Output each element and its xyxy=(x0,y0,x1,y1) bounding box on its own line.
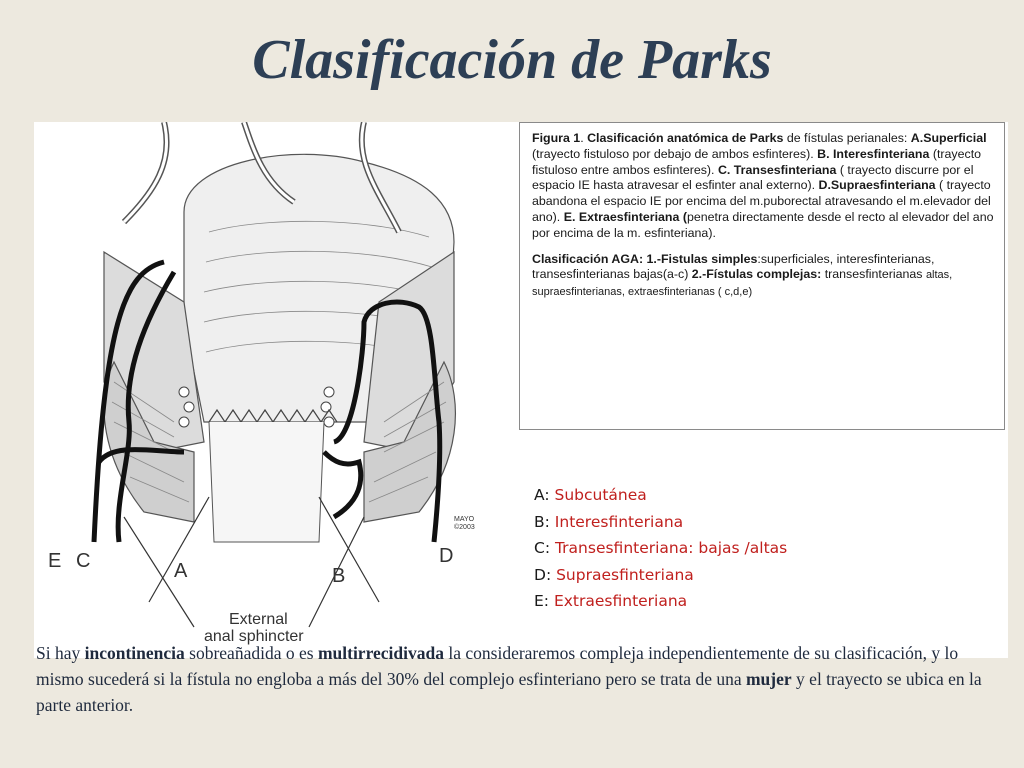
legend-sep: : xyxy=(544,486,555,504)
slide-body-text xyxy=(36,640,996,718)
label-d: D xyxy=(439,545,454,567)
caption-text: penetra directamente desde el recto al elevador del ano por encima de la m. esfinteriana). xyxy=(532,209,994,240)
body-emphasis: multirrecidivada xyxy=(317,643,444,663)
legend-key: A xyxy=(534,486,545,504)
slide-title: Clasificación de Parks xyxy=(252,29,772,91)
caption-type-a: A.Superficial xyxy=(910,131,987,145)
legend-key: E xyxy=(534,592,544,610)
figure-panel xyxy=(34,122,1008,658)
caption-text: transesfinterianas xyxy=(821,267,926,282)
caption-text: ( trayecto abandona el espacio IE por encima del m.puborectal atravesando el m.elevador del ano). xyxy=(532,178,991,224)
caption-text: :superficiales, interesfinterianas, transesfinterianas bajas(a-c) xyxy=(532,251,935,282)
legend-item xyxy=(534,562,787,589)
caption-paragraph-1 xyxy=(532,131,996,242)
label-a: A xyxy=(174,560,188,582)
caption-text-small: altas, supraesfinterianas, extraesfinterianas ( c,d,e) xyxy=(532,269,953,299)
body-text: sobreañadida o es xyxy=(184,643,318,663)
caption-paragraph-2 xyxy=(532,252,996,301)
caption-fig-label: Figura 1 xyxy=(532,131,581,145)
caption-heading: Clasificación anatómica de Parks xyxy=(587,131,784,145)
caption-aga-heading: Clasificación AGA: 1.-Fistulas simples xyxy=(532,251,758,266)
legend-value: Interesfinteriana xyxy=(554,512,684,531)
body-emphasis: mujer xyxy=(745,669,792,689)
anal-fistula-diagram xyxy=(34,122,524,658)
caption-text: . xyxy=(580,131,588,145)
mayo-mark-line1: MAYO xyxy=(454,516,475,523)
legend-sep: : xyxy=(544,512,555,531)
label-anal-sphincter: anal sphincter xyxy=(204,628,304,645)
legend-item xyxy=(534,482,787,509)
legend-key: B xyxy=(534,512,545,531)
classification-legend xyxy=(534,482,787,615)
caption-aga-complex: 2.-Fístulas complejas: xyxy=(691,267,822,282)
legend-item xyxy=(534,509,787,536)
body-emphasis: incontinencia xyxy=(84,643,185,663)
legend-key: D xyxy=(534,565,546,584)
caption-type-c: C. Transesfinteriana xyxy=(717,162,837,177)
caption-type-b: B. Interesfinteriana xyxy=(817,146,930,161)
mayo-mark-line2: ©2003 xyxy=(454,524,475,531)
caption-text: ( trayecto discurre por el espacio IE hasta atravesar el esfinter anal externo). xyxy=(532,162,974,193)
legend-key: C xyxy=(534,539,545,557)
label-c: C xyxy=(76,550,91,572)
label-e: E xyxy=(48,550,62,572)
body-text: y el trayecto se ubica en la parte anterior. xyxy=(36,669,982,715)
legend-value: Supraesfinteriana xyxy=(556,565,694,584)
label-external: External xyxy=(229,611,288,628)
body-text: la consideraremos compleja independientemente de su clasificación, y lo mismo sucederá si la fístula no engloba a más del 30% del complejo esfinteriano pero se trata de una xyxy=(36,643,959,689)
caption-text: de fístulas perianales: xyxy=(783,131,911,145)
caption-text: (trayecto fistuloso por debajo de ambos esfinteres). xyxy=(532,146,818,161)
legend-item xyxy=(534,535,787,562)
caption-type-d: D.Supraesfinteriana xyxy=(818,178,936,193)
legend-sep: : xyxy=(543,592,554,610)
legend-sep: : xyxy=(545,565,557,584)
label-b: B xyxy=(332,565,346,587)
legend-value: Subcutánea xyxy=(554,486,647,504)
body-text: Si hay xyxy=(36,643,85,663)
legend-value: Transesfinteriana: bajas /altas xyxy=(554,539,788,557)
legend-item xyxy=(534,588,787,615)
figure-caption xyxy=(519,122,1005,430)
caption-text: (trayecto fistuloso entre ambos esfinteres). xyxy=(532,146,982,177)
legend-value: Extraesfinteriana xyxy=(553,592,688,610)
legend-sep: : xyxy=(544,539,555,557)
caption-type-e: E. Extraesfinteriana ( xyxy=(563,209,687,224)
